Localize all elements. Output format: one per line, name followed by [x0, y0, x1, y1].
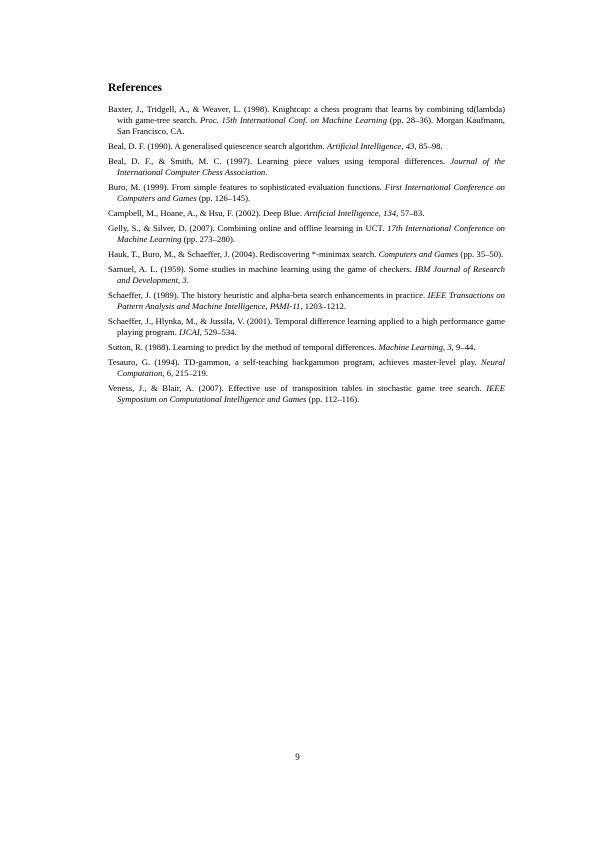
- reference-details: (pp. 35–50).: [458, 249, 504, 259]
- reference-title: Temporal difference learning applied to a high performance game playing program.: [117, 316, 505, 337]
- reference-authors: Buro, M. (1999).: [108, 182, 169, 192]
- reference-item: [108, 316, 505, 338]
- reference-separator: ,: [442, 342, 448, 352]
- reference-authors: Hauk, T., Buro, M., & Schaeffer, J. (2004).: [108, 249, 258, 259]
- reference-details: .: [186, 275, 189, 285]
- reference-item: [108, 249, 505, 260]
- reference-separator: ,: [265, 301, 270, 311]
- reference-venue: Journal of the International Computer Chess Association: [117, 156, 505, 177]
- reference-authors: Gelly, S., & Silver, D. (2007).: [108, 223, 215, 233]
- reference-venue: IEEE Transactions on Pattern Analysis and Machine Intelligence: [117, 290, 505, 311]
- reference-item: [108, 342, 505, 353]
- reference-title: The history heuristic and alpha-beta search enhancements in practice.: [178, 290, 428, 300]
- reference-authors: Veness, J., & Blair, A. (2007).: [108, 383, 224, 393]
- reference-item: [108, 104, 505, 137]
- reference-title: Combining online and offline learning in UCT.: [214, 223, 388, 233]
- reference-venue: IEEE Symposium on Computational Intelligence and Games: [117, 383, 506, 404]
- reference-title: Effective use of transposition tables in stochastic game tree search.: [223, 383, 487, 393]
- reference-details: , 1203–1212.: [300, 301, 346, 311]
- reference-details: (pp. 273–280).: [181, 234, 236, 244]
- reference-venue: Computers and Games: [378, 249, 459, 259]
- references-heading: References: [108, 81, 162, 94]
- reference-venue: Neural Computation: [117, 357, 505, 378]
- reference-authors: Samuel, A. L. (1959).: [108, 264, 186, 274]
- reference-volume: 3: [182, 275, 187, 285]
- reference-volume: 134: [383, 208, 397, 218]
- reference-volume: PAMI-11: [269, 301, 301, 311]
- reference-item: [108, 208, 505, 219]
- reference-title: Rediscovering *-minimax search.: [257, 249, 379, 259]
- reference-details: , 529–534.: [199, 327, 237, 337]
- reference-details: , 9–44.: [451, 342, 476, 352]
- reference-item: [108, 357, 505, 379]
- reference-authors: Baxter, J., Tridgell, A., & Weaver, L. (1998).: [108, 104, 270, 114]
- reference-authors: Campbell, M., Hoane, A., & Hsu, F. (2002).: [108, 208, 261, 218]
- reference-venue: Artificial Intelligence: [304, 208, 379, 218]
- reference-item: [108, 156, 505, 178]
- reference-item: [108, 383, 505, 405]
- reference-item: [108, 182, 505, 204]
- reference-details: (pp. 126–145).: [196, 193, 251, 203]
- reference-venue: IBM Journal of Research and Development: [117, 264, 505, 285]
- reference-authors: Sutton, R. (1988).: [108, 342, 171, 352]
- reference-authors: Schaeffer, J. (1989).: [108, 290, 179, 300]
- reference-title: Learning to predict by the method of temporal differences.: [170, 342, 379, 352]
- reference-separator: ,: [378, 208, 384, 218]
- reference-venue: Proc. 15th International Conf. on Machine Learning: [200, 115, 387, 125]
- reference-title: Deep Blue.: [260, 208, 305, 218]
- reference-details: .: [265, 167, 268, 177]
- reference-venue: IJCAI: [179, 327, 200, 337]
- reference-authors: Tesauro, G. (1994).: [108, 357, 180, 367]
- reference-title: From simple features to sophisticated evaluation functions.: [168, 182, 385, 192]
- reference-item: [108, 264, 505, 286]
- reference-venue: Artificial Intelligence: [326, 141, 402, 151]
- reference-title: Learning piece values using temporal differences.: [252, 156, 451, 166]
- reference-details: (pp. 112–116).: [306, 394, 360, 404]
- reference-list: [108, 104, 505, 405]
- reference-details: (pp. 28–36). Morgan Kaufmann, San Francisco, CA.: [117, 115, 505, 136]
- reference-volume: 43: [405, 141, 415, 151]
- reference-authors: Beal, D. F. (1990).: [108, 141, 173, 151]
- reference-authors: Schaeffer, J., Hlynka, M., & Jussila, V. (2001).: [108, 316, 273, 326]
- reference-separator: ,: [178, 275, 183, 285]
- reference-separator: ,: [401, 141, 406, 151]
- reference-details: , 85–98.: [414, 141, 443, 151]
- reference-details: , 57–83.: [396, 208, 425, 218]
- page-number: 9: [295, 752, 300, 762]
- reference-title: Knightcap: a chess program that learns by combining td(lambda) with game-tree search.: [117, 104, 506, 125]
- reference-venue: 17th International Conference on Machine Learning: [117, 223, 506, 244]
- reference-title: TD-gammon, a self-teaching backgammon program, achieves master-level play.: [179, 357, 481, 367]
- reference-item: [108, 290, 505, 312]
- references-section: [108, 81, 505, 409]
- reference-item: [108, 223, 505, 245]
- reference-venue: First International Conference on Computers and Games: [117, 182, 506, 203]
- reference-venue: Machine Learning: [378, 342, 443, 352]
- reference-item: [108, 141, 505, 152]
- reference-volume: 3: [447, 342, 452, 352]
- reference-title: A generalised quiescence search algorithm.: [172, 141, 327, 151]
- reference-title: Some studies in machine learning using the game of checkers.: [185, 264, 415, 274]
- reference-details: , 6, 215–219.: [162, 368, 208, 378]
- reference-authors: Beal, D. F., & Smith, M. C. (1997).: [108, 156, 252, 166]
